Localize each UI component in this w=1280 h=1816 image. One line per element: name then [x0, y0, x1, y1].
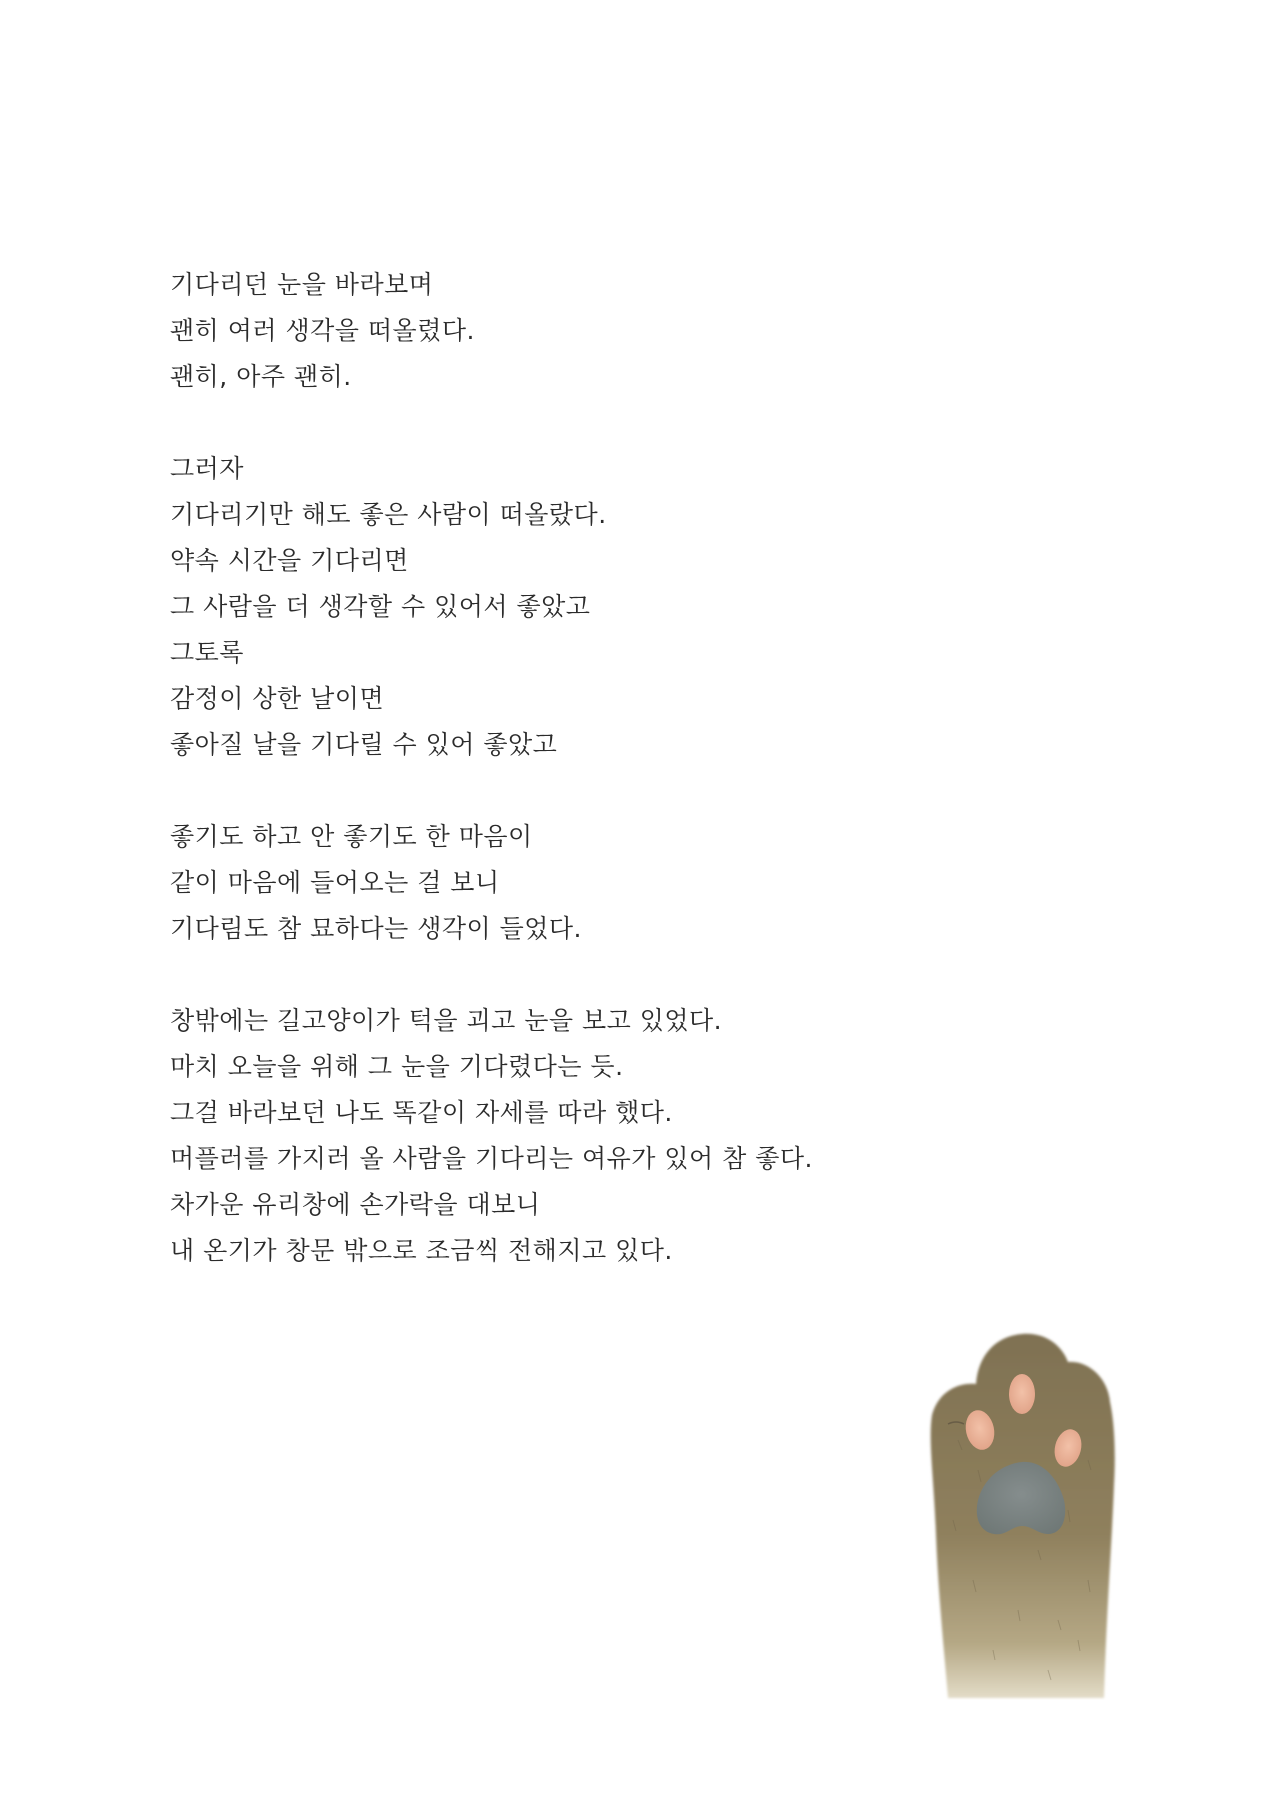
poem-stanza-2 [170, 446, 1150, 768]
poem-line: 감정이 상한 날이면 [170, 684, 385, 713]
poem-line: 창밖에는 길고양이가 턱을 괴고 눈을 보고 있었다. [170, 1006, 723, 1035]
poem-line: 차가운 유리창에 손가락을 대보니 [170, 1190, 541, 1219]
poem-line: 같이 마음에 들어오는 걸 보니 [170, 868, 500, 897]
poem-line: 약속 시간을 기다리면 [170, 546, 409, 575]
poem-stanza-3 [170, 814, 1150, 952]
poem-line: 좋아질 날을 기다릴 수 있어 좋았고 [170, 730, 558, 759]
cat-paw-illustration [918, 1320, 1128, 1700]
poem-line: 기다리기만 해도 좋은 사람이 떠올랐다. [170, 500, 607, 529]
poem-line: 괜히, 아주 괜히. [170, 362, 352, 391]
poem-line: 기다리던 눈을 바라보며 [170, 270, 434, 299]
poem-line: 괜히 여러 생각을 떠올렸다. [170, 316, 475, 345]
poem-line: 기다림도 참 묘하다는 생각이 들었다. [170, 914, 582, 943]
poem-line: 마치 오늘을 위해 그 눈을 기다렸다는 듯. [170, 1052, 624, 1081]
poem-line: 그러자 [170, 454, 244, 483]
poem-stanza-1 [170, 262, 1150, 400]
poem-line: 그토록 [170, 638, 244, 667]
toe-bean-middle [1009, 1374, 1035, 1414]
poem-line: 좋기도 하고 안 좋기도 한 마음이 [170, 822, 533, 851]
poem-text [170, 262, 1150, 1320]
poem-line: 그걸 바라보던 나도 똑같이 자세를 따라 했다. [170, 1098, 673, 1127]
poem-line: 내 온기가 창문 밖으로 조금씩 전해지고 있다. [170, 1236, 673, 1265]
poem-stanza-4 [170, 998, 1150, 1274]
poem-line: 그 사람을 더 생각할 수 있어서 좋았고 [170, 592, 591, 621]
poem-line: 머플러를 가지러 올 사람을 기다리는 여유가 있어 참 좋다. [170, 1144, 813, 1173]
